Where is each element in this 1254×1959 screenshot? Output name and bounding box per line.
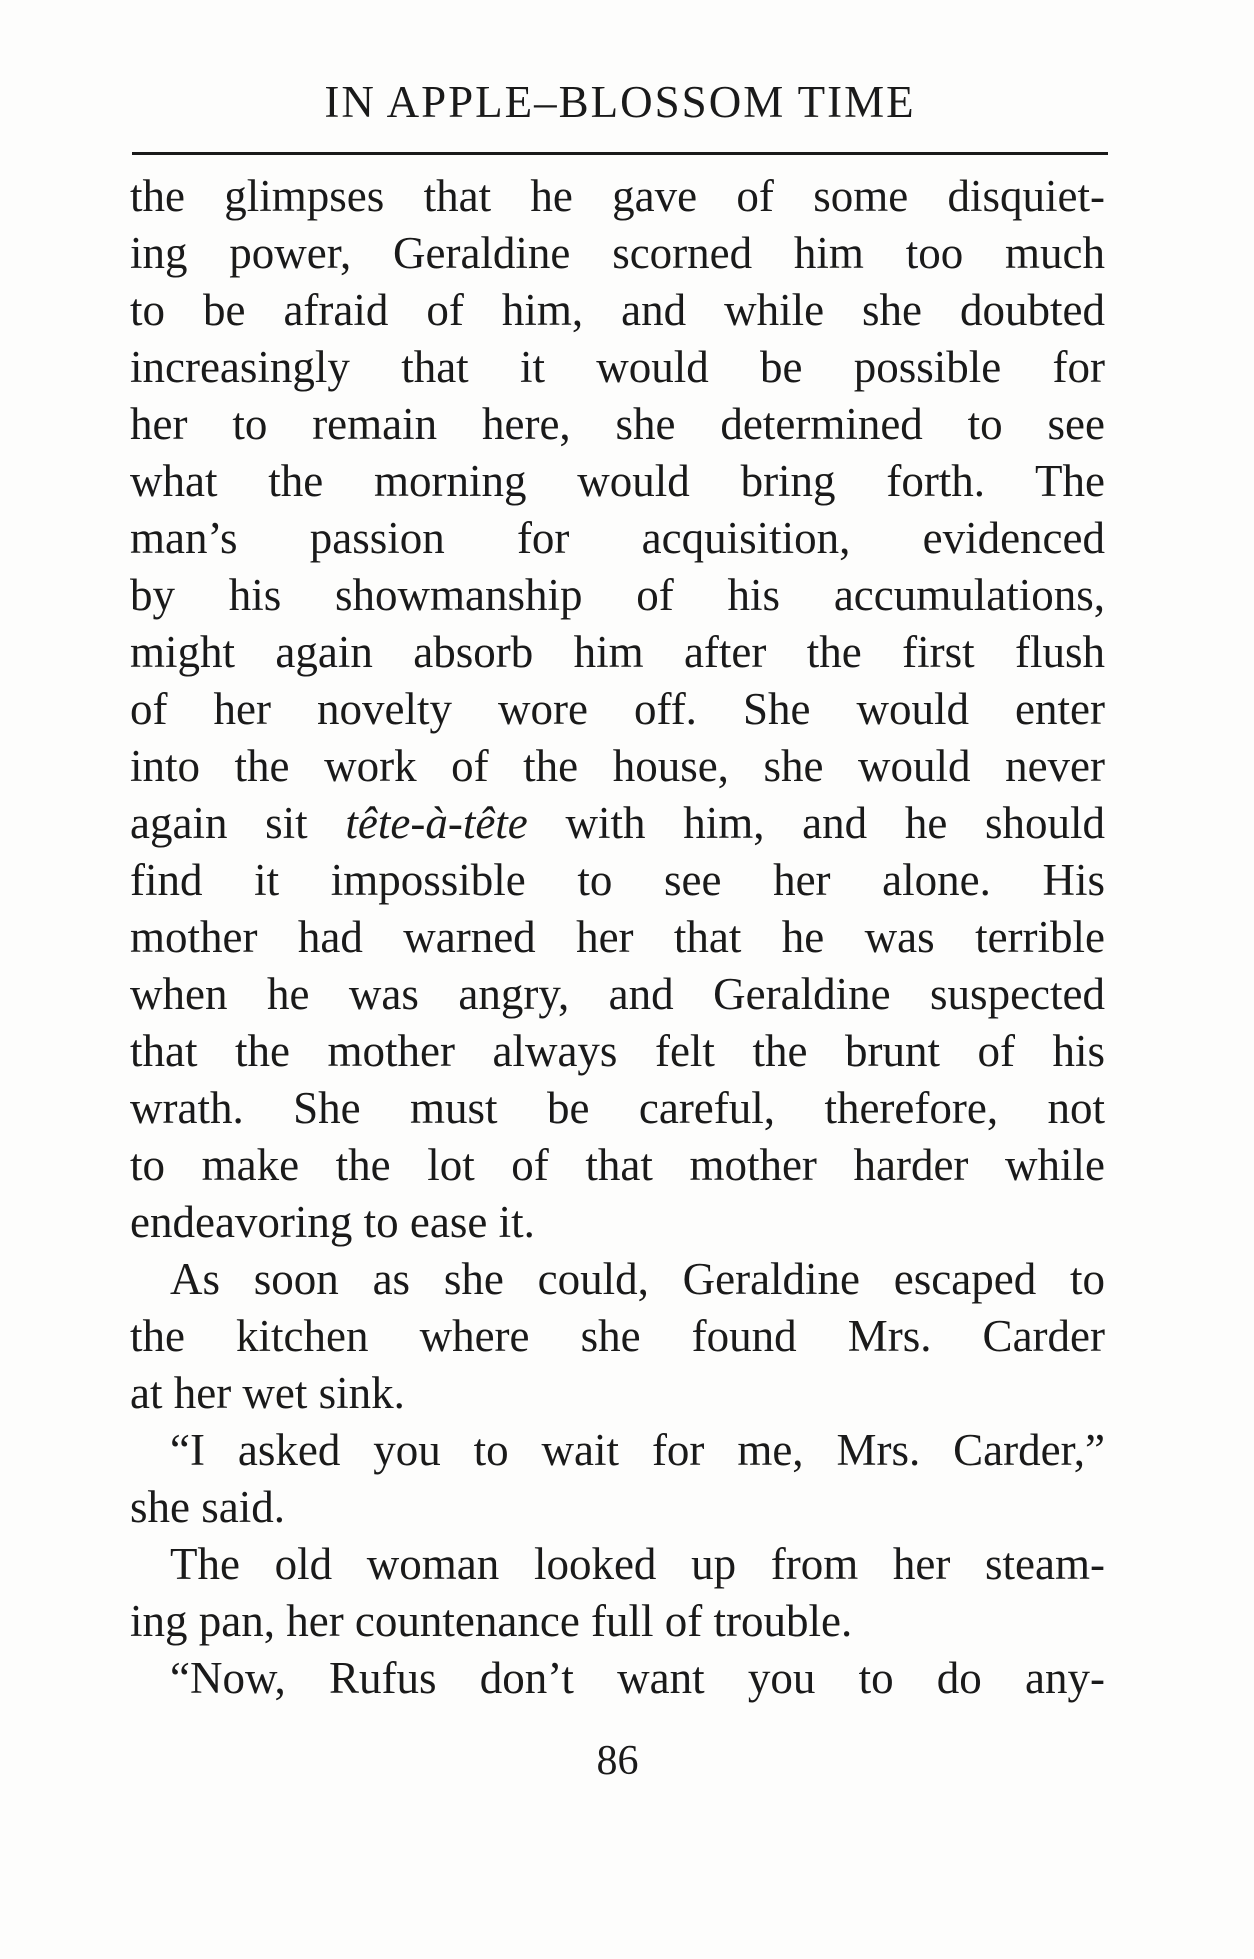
line-suffix: with him, and he should [565,798,1106,848]
text-line: to make the lot of that mother harder while [130,1140,1105,1190]
text-line: ing power, Geraldine scorned him too much [130,228,1105,278]
text-line: might again absorb him after the first flush [130,627,1105,677]
text-line: to be afraid of him, and while she doubted [130,285,1105,335]
text-line: the glimpses that he gave of some disquiet- [130,171,1105,221]
header-rule [132,152,1108,155]
text-line: that the mother always felt the brunt of his [130,1026,1105,1076]
text-line: wrath. She must be careful, therefore, not [130,1083,1105,1133]
page-number: 86 [596,1738,639,1784]
text-line: when he was angry, and Geraldine suspected [130,969,1105,1019]
text-line: of her novelty wore off. She would enter [130,684,1105,734]
text-line: ing pan, her countenance full of trouble. [130,1596,853,1646]
text-line: find it impossible to see her alone. His [130,855,1105,905]
text-line: “I asked you to wait for me, Mrs. Carder,” [170,1425,1105,1475]
text-line: increasingly that it would be possible for [130,342,1105,392]
text-line: she said. [130,1482,285,1532]
running-head: IN APPLE–BLOSSOM TIME [324,77,916,127]
italic-phrase: tête-à-tête [345,798,528,848]
text-line: “Now, Rufus don’t want you to do any- [170,1653,1105,1703]
line-prefix: again sit [130,798,346,848]
text-line: mother had warned her that he was terrible [130,912,1105,962]
text-line: endeavoring to ease it. [130,1197,535,1247]
text-line: her to remain here, she determined to see [130,399,1105,449]
text-line: by his showmanship of his accumulations, [130,570,1105,620]
text-line: As soon as she could, Geraldine escaped to [170,1254,1105,1304]
text-line: man’s passion for acquisition, evidenced [130,513,1105,563]
text-line-with-italic [130,795,1105,852]
text-line: what the morning would bring forth. The [130,456,1105,506]
text-line: the kitchen where she found Mrs. Carder [130,1311,1105,1361]
text-line: at her wet sink. [130,1368,405,1418]
text-line: The old woman looked up from her steam- [170,1539,1105,1589]
text-line: into the work of the house, she would never [130,741,1105,791]
body-text [130,168,1105,1707]
